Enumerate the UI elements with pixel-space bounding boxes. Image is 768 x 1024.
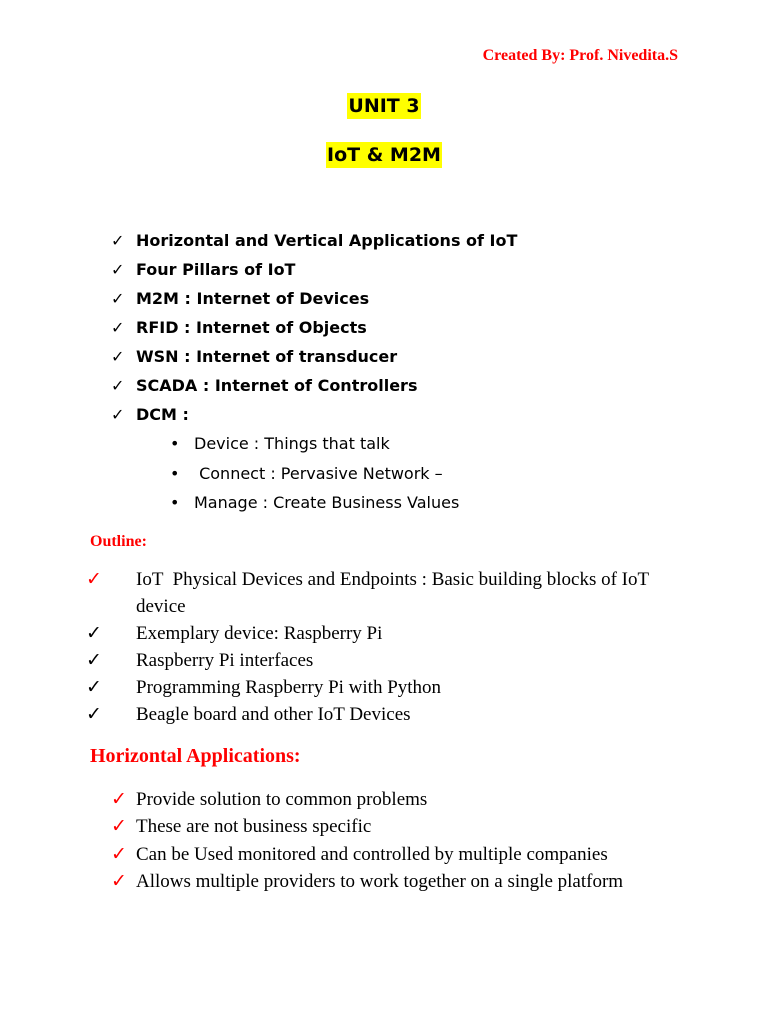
check-icon: ✓ — [111, 815, 127, 838]
check-icon: ✓ — [86, 568, 102, 590]
check-icon: ✓ — [111, 231, 125, 250]
check-icon: ✓ — [111, 318, 125, 337]
horizontal-label: Can be Used monitored and controlled by multiple companies — [136, 843, 608, 865]
dcm-item — [170, 459, 459, 489]
outline-label: Programming Raspberry Pi with Python — [136, 677, 442, 698]
check-icon: ✓ — [86, 703, 102, 725]
topic-item — [111, 371, 517, 400]
unit-title — [0, 95, 768, 117]
dcm-sublist — [170, 429, 459, 518]
dcm-item — [170, 488, 459, 518]
topic-item — [111, 313, 517, 342]
topic-label: WSN : Internet of transducer — [136, 347, 398, 366]
topic-label: SCADA : Internet of Controllers — [136, 376, 418, 395]
check-icon: ✓ — [111, 869, 127, 892]
topic-label: Horizontal and Vertical Applications of IoT — [136, 231, 518, 250]
horizontal-label: Allows multiple providers to work together on a single platform — [136, 870, 624, 892]
unit-title-highlight: UNIT 3 — [348, 95, 420, 117]
topic-label: M2M : Internet of Devices — [136, 289, 370, 308]
topic-item — [111, 400, 517, 429]
bullet-icon: • — [170, 493, 180, 512]
outline-item — [86, 701, 671, 728]
dcm-label: Device : Things that talk — [194, 434, 390, 453]
topic-label: RFID : Internet of Objects — [136, 318, 367, 337]
check-icon: ✓ — [111, 405, 125, 424]
topic-label: Four Pillars of IoT — [136, 260, 296, 279]
subject-title-highlight: IoT & M2M — [327, 144, 441, 166]
dcm-item — [170, 429, 459, 459]
check-icon: ✓ — [111, 842, 127, 865]
check-icon: ✓ — [111, 289, 125, 308]
outline-item — [86, 674, 671, 701]
outline-item — [86, 647, 671, 674]
dcm-label: Connect : Pervasive Network – — [194, 463, 443, 483]
topic-item — [111, 342, 517, 371]
check-icon: ✓ — [111, 347, 125, 366]
outline-label: Exemplary device: Raspberry Pi — [136, 623, 383, 644]
author-credit: Created By: Prof. Nivedita.S — [482, 47, 678, 64]
outline-item — [86, 566, 671, 620]
check-icon: ✓ — [111, 788, 127, 810]
horizontal-item — [111, 841, 711, 868]
topic-item — [111, 226, 517, 255]
outline-item — [86, 620, 671, 647]
check-icon: ✓ — [86, 676, 102, 698]
horizontal-item — [111, 786, 711, 813]
outline-heading: Outline: — [90, 533, 147, 550]
topics-list — [111, 226, 517, 429]
topic-label: DCM : — [136, 405, 189, 424]
check-icon: ✓ — [86, 622, 102, 644]
bullet-icon: • — [170, 463, 180, 483]
horizontal-label: Provide solution to common problems — [136, 789, 428, 810]
topic-item — [111, 284, 517, 313]
outline-list — [86, 566, 671, 728]
check-icon: ✓ — [86, 649, 102, 671]
outline-label: Beagle board and other IoT Devices — [136, 704, 411, 725]
bullet-icon: • — [170, 434, 180, 453]
horizontal-applications-heading: Horizontal Applications: — [90, 745, 301, 767]
check-icon: ✓ — [111, 376, 125, 395]
outline-label: Raspberry Pi interfaces — [136, 650, 314, 671]
topic-item — [111, 255, 517, 284]
horizontal-item — [111, 868, 711, 895]
check-icon: ✓ — [111, 260, 125, 279]
dcm-label: Manage : Create Business Values — [194, 493, 460, 512]
subject-title — [0, 144, 768, 166]
horizontal-item — [111, 813, 711, 840]
outline-label: IoT Physical Devices and Endpoints : Basic building blocks of IoT device — [136, 569, 654, 617]
horizontal-label: These are not business specific — [136, 816, 372, 838]
horizontal-applications-list — [111, 786, 711, 895]
